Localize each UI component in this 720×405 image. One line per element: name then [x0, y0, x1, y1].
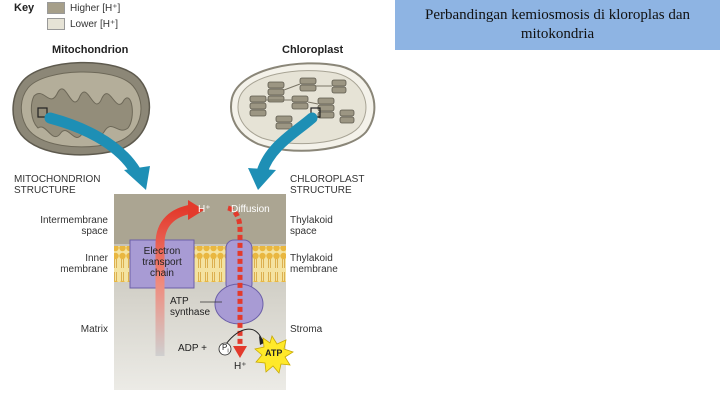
chloro-arrow-head: [248, 168, 276, 190]
adp-label: ADP +: [178, 343, 207, 354]
inner-membrane-label: Inner membrane: [60, 253, 108, 275]
atp-label: ATP: [265, 348, 283, 358]
mitochondrion-illustration: [13, 63, 149, 155]
key-higher-label: Higher [H⁺]: [70, 2, 121, 14]
key-lower-label: Lower [H⁺]: [70, 18, 119, 30]
intermembrane-label: Intermembrane space: [40, 215, 108, 237]
etc-label: Electron transport chain: [142, 246, 182, 279]
mito-structure-label: MITOCHONDRION STRUCTURE: [14, 174, 101, 196]
pi-label: $P_i$: [222, 343, 229, 355]
slide-title: Perbandingan kemiosmosis di kloroplas dan mitokondria: [395, 0, 720, 50]
h-plus-bottom: H⁺: [234, 361, 247, 372]
h-plus-top: H⁺: [198, 204, 211, 215]
diffusion-label: Diffusion: [231, 204, 270, 215]
high-h-compartment: [114, 194, 286, 244]
chloroplast-heading: Chloroplast: [282, 44, 344, 56]
mito-arrow-head: [124, 166, 150, 190]
thylakoid-space-label: Thylakoid space: [290, 215, 333, 237]
atp-synthase-label: ATP synthase: [170, 296, 211, 318]
mitochondrion-heading: Mitochondrion: [52, 44, 129, 56]
matrix-label: Matrix: [80, 324, 108, 335]
chloro-structure-label: CHLOROPLAST STRUCTURE: [290, 174, 365, 196]
chloroplast-illustration: [231, 63, 374, 150]
thylakoid-membrane-label: Thylakoid membrane: [290, 253, 338, 275]
key-title: Key: [14, 2, 35, 14]
stroma-label: Stroma: [290, 324, 323, 335]
